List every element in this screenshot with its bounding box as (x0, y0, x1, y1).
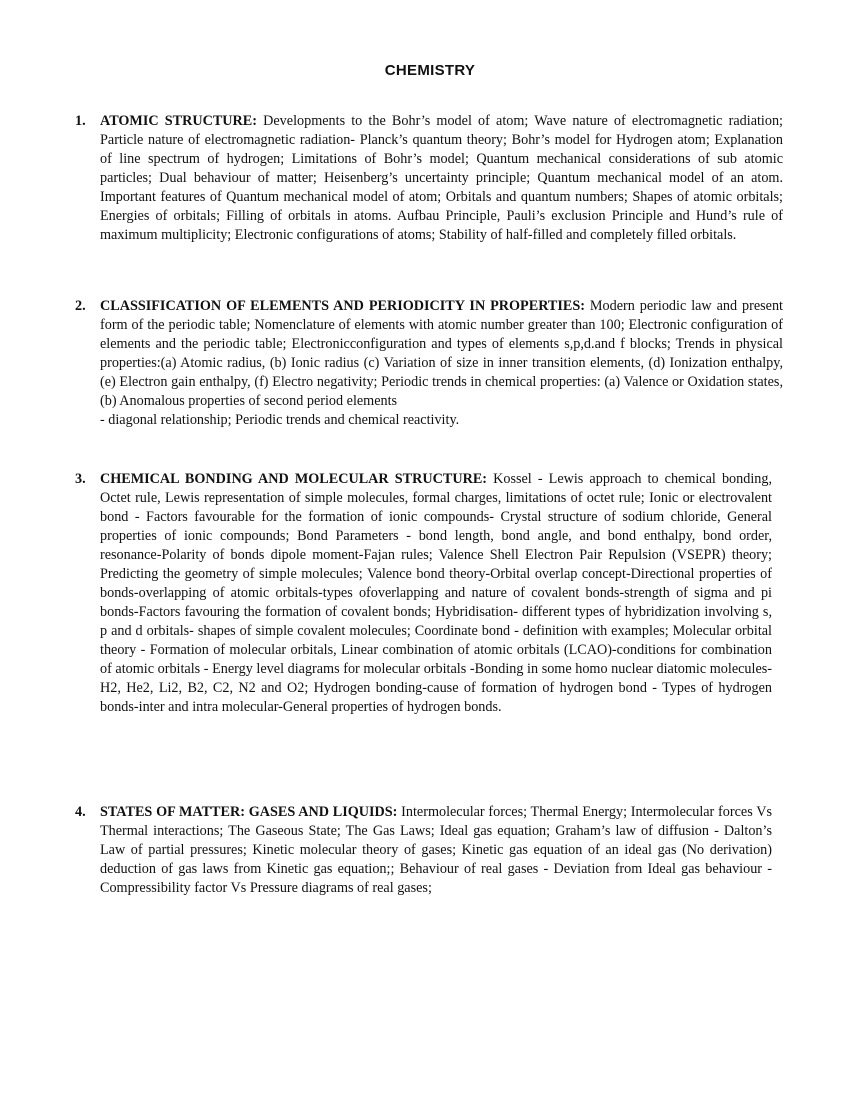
section-heading: CLASSIFICATION OF ELEMENTS AND PERIODICITY IN PROPERTIES: (100, 298, 585, 314)
section-body (100, 803, 772, 898)
section-number: 2. (75, 298, 86, 314)
section-body (100, 112, 783, 245)
section-number: 1. (75, 113, 86, 129)
section-heading: CHEMICAL BONDING AND MOLECULAR STRUCTURE: (100, 471, 488, 487)
page-title: CHEMISTRY (384, 62, 476, 79)
section-heading: STATES OF MATTER: GASES AND LIQUIDS: (100, 804, 398, 820)
section-text: Kossel - Lewis approach to chemical bonding, Octet rule, Lewis representation of simple molecules, formal charges, limitations of octet rule; Ionic or electrovalent bond - Factors favourable for the formation of ionic compounds- Crystal structure of sodium chloride, General properties of ionic compounds; Bond Parameters - bond length, bond angle, and bond enthalpy, bond order, resonance-Polarity of bonds dipole moment-Fajan rules; Valence Shell Electron Pair Repulsion (VSEPR) theory; Predicting the geometry of simple molecules; Valence bond theory-Orbital overlap concept-Directional properties of bonds-overlapping of atomic orbitals-types ofoverlapping and nature of covalent bonds-strength of sigma and pi bonds-Factors favouring the formation of covalent bonds; Hybridisation- different types of hybridization involving s, p and d orbitals- shapes of simple covalent molecules; Coordinate bond - definition with examples; Molecular orbital theory - Formation of molecular orbitals, Linear combination of atomic orbitals (LCAO)-conditions for combination of atomic orbitals - Energy level diagrams for molecular orbitals -Bonding in some homo nuclear diatomic molecules- H2, He2, Li2, B2, C2, N2 and O2; Hydrogen bonding-cause of formation of hydrogen bond - Types of hydrogen bonds-inter and intra molecular-General properties of hydrogen bonds. (100, 471, 773, 715)
section-number: 3. (75, 471, 86, 487)
section-text: Intermolecular forces; Thermal Energy; Intermolecular forces Vs Thermal interactions; The Gaseous State; The Gas Laws; Ideal gas equation; Graham’s law of diffusion - Dalton’s Law of partial pressures; Kinetic molecular theory of gases; Kinetic gas equation of an ideal gas (No derivation) deduction of gas laws from Kinetic gas equation;; Behaviour of real gases - Deviation from Ideal gas behaviour - Compressibility factor Vs Pressure diagrams of real gases; (100, 804, 772, 896)
section-tail-text: - diagonal relationship; Periodic trends and chemical reactivity. (100, 412, 460, 428)
section-heading: ATOMIC STRUCTURE: (100, 113, 257, 129)
section-body (100, 297, 783, 430)
section-number: 4. (75, 804, 86, 820)
section-text: Developments to the Bohr’s model of atom; Wave nature of electromagnetic radiation; Particle nature of electromagnetic radiation- Planck’s quantum theory; Bohr’s model for Hydrogen atom; Explanation of line spectrum of hydrogen; Limitations of Bohr’s model; Quantum mechanical considerations of sub atomic particles; Dual behaviour of matter; Heisenberg’s uncertainty principle; Quantum mechanical model of an atom. Important features of Quantum mechanical model of atom; Orbitals and quantum numbers; Shapes of atomic orbitals; Energies of orbitals; Filling of orbitals in atoms. Aufbau Principle, Pauli’s exclusion Principle and Hund’s rule of maximum multiplicity; Electronic configurations of atoms; Stability of half-filled and completely filled orbitals. (100, 113, 783, 243)
section-text: Modern periodic law and present form of the periodic table; Nomenclature of elements with atomic number greater than 100; Electronic configuration of elements and the periodic table; Electronicconfiguration and types of elements s,p,d.and f blocks; Trends in physical properties:(a) Atomic radius, (b) Ionic radius (c) Variation of size in inner transition elements, (d) Ionization enthalpy,(e) Electron gain enthalpy, (f) Electro negativity; Periodic trends in chemical properties: (a) Valence or Oxidation states, (b) Anomalous properties of second period elements (100, 298, 783, 409)
section-body (100, 470, 772, 717)
